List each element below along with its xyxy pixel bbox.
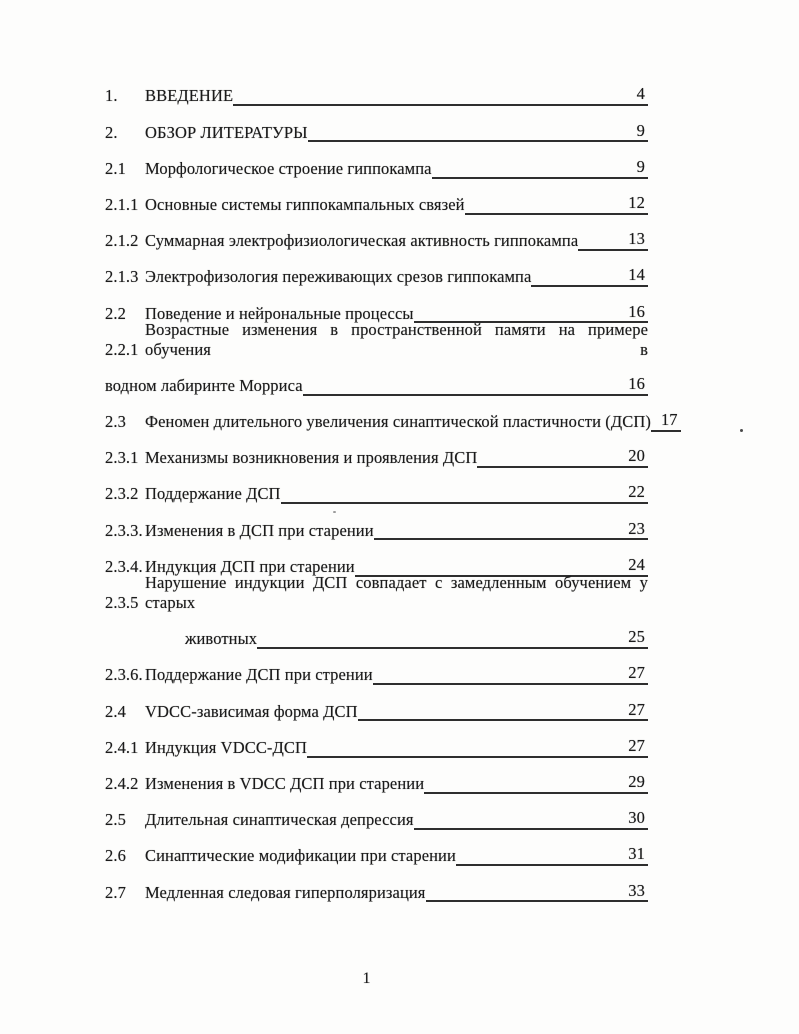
toc-page-number: 27	[622, 736, 648, 758]
toc-page-number: 30	[622, 808, 648, 830]
toc-entry	[105, 758, 648, 794]
toc-entry	[105, 70, 648, 106]
toc-entry	[105, 830, 648, 866]
leader-line	[307, 721, 622, 757]
toc-page-number: 22	[622, 482, 648, 504]
toc-page-number: 13	[622, 229, 648, 251]
toc-entry-title: Поддержание ДСП при стрении	[145, 665, 373, 685]
toc-entry	[105, 319, 648, 359]
toc-entry-number: 2.3.4.	[105, 556, 143, 576]
toc-page-number: 16	[622, 374, 648, 396]
toc-page-number: 24	[622, 555, 648, 577]
toc-entry	[105, 396, 678, 432]
toc-entry-number: 2.3.1	[105, 448, 139, 468]
page-footer-number: 1	[362, 970, 371, 988]
toc-entry	[105, 540, 648, 576]
toc-entry	[105, 106, 648, 142]
toc-entry-number: 2.1	[105, 158, 126, 178]
leader-line	[432, 142, 631, 178]
leader-line	[233, 70, 631, 106]
leader-line	[303, 360, 623, 396]
toc-entry-title: Механизмы возникновения и проявления ДСП	[145, 448, 478, 468]
toc-page-number: 12	[622, 193, 648, 215]
toc-page-number: 4	[631, 84, 648, 106]
toc-entry-number: 2.3.5	[105, 593, 139, 613]
toc-entry-title: Электрофизология переживающих срезов гиппокампа	[145, 267, 532, 287]
toc-entry-title: Морфологическое строение гиппокампа	[145, 158, 432, 178]
toc-entry-number: 2.4.1	[105, 737, 139, 757]
toc-entry	[105, 794, 648, 830]
toc-entry-title: Суммарная электрофизиологическая активность гиппокампа	[145, 231, 579, 251]
toc-entry-continuation	[105, 360, 648, 396]
toc-entry	[105, 215, 648, 251]
toc-entry-number: 2.	[105, 122, 118, 142]
toc-page-number: 16	[622, 302, 648, 324]
scan-speck	[333, 511, 336, 513]
toc-entry	[105, 251, 648, 287]
toc-entry	[105, 866, 648, 902]
toc-entry-title: VDCC-зависимая форма ДСП	[145, 701, 358, 721]
toc-entry-number: 2.3.3.	[105, 520, 143, 540]
toc-entry-title: Медленная следовая гиперполяризация	[145, 882, 426, 902]
toc-entry-title: Феномен длительного увеличения синаптической пластичности (ДСП)	[145, 412, 651, 432]
leader-line	[456, 830, 622, 866]
toc-page-number: 31	[622, 844, 648, 866]
toc-entry-number: 2.3	[105, 412, 126, 432]
toc-entry-number: 2.5	[105, 810, 126, 830]
toc-entry-number: 2.3.2	[105, 484, 139, 504]
leader-line	[465, 179, 623, 215]
toc-entry-number: 2.1.3	[105, 267, 139, 287]
toc-entry-title: ВВЕДЕНИЕ	[145, 86, 234, 106]
toc-entry-title: ОБЗОР ЛИТЕРАТУРЫ	[145, 122, 308, 142]
toc-page-number: 9	[631, 157, 648, 179]
toc-entry-title: животных	[185, 629, 258, 649]
toc-entry-number: 2.1.2	[105, 231, 139, 251]
toc-entry	[105, 685, 648, 721]
toc-entry	[105, 573, 648, 613]
toc-entry-title: Возрастные изменения в пространственной памяти на примере обучения в	[145, 319, 648, 359]
toc-entry-title: Поведение и нейрональные процессы	[145, 303, 414, 323]
toc-entry-title: водном лабиринте Морриса	[105, 375, 303, 395]
leader-line	[414, 287, 623, 323]
toc-entry-title: Изменения в ДСП при старении	[145, 520, 374, 540]
toc-entry-title: Поддержание ДСП	[145, 484, 281, 504]
toc-entry-title: Основные системы гиппокампальных связей	[145, 194, 465, 214]
toc-page-number: 14	[622, 265, 648, 287]
toc-entry-title: Длительная синаптическая депрессия	[145, 810, 414, 830]
toc-page-number: 20	[622, 446, 648, 468]
leader-line	[358, 685, 623, 721]
toc-entry-number: 2.1.1	[105, 194, 139, 214]
toc-list	[105, 70, 678, 902]
toc-entry	[105, 179, 648, 215]
toc-page-number: 27	[622, 663, 648, 685]
toc-entry-number: 2.2.1	[105, 339, 139, 359]
toc-entry	[105, 649, 648, 685]
leader-line	[257, 613, 622, 649]
toc-page-number: 17	[655, 410, 681, 432]
toc-entry-number: 2.7	[105, 882, 126, 902]
toc-entry-number: 2.6	[105, 846, 126, 866]
toc-entry-number: 2.3.6.	[105, 665, 143, 685]
toc-page-number: 33	[622, 881, 648, 903]
toc-entry-title: Изменения в VDCC ДСП при старении	[145, 773, 425, 793]
toc-page-number: 27	[622, 700, 648, 722]
toc-entry	[105, 468, 648, 504]
toc-entry	[105, 504, 648, 540]
toc-entry-number: 2.4.2	[105, 773, 139, 793]
toc-entry-title: Индукция ДСП при старении	[145, 556, 355, 576]
leader-line	[374, 504, 623, 540]
toc-page-number: 9	[631, 121, 648, 143]
leader-line	[281, 468, 623, 504]
toc-page-number: 29	[622, 772, 648, 794]
toc-entry-number: 2.4	[105, 701, 126, 721]
toc-entry-number: 2.2	[105, 303, 126, 323]
toc-entry-title: Синаптические модификации при старении	[145, 846, 456, 866]
toc-page-number: 25	[622, 627, 648, 649]
toc-entry-title: Нарушение индукции ДСП совпадает с замедленным обучением у старых	[145, 573, 648, 613]
toc-entry-number: 1.	[105, 86, 118, 106]
toc-entry-title: Индукция VDCC-ДСП	[145, 737, 307, 757]
toc-entry	[105, 142, 648, 178]
toc-page-number: 23	[622, 519, 648, 541]
toc-entry	[105, 287, 648, 323]
toc-entry	[105, 721, 648, 757]
leader-line	[531, 251, 622, 287]
leader-line	[373, 649, 623, 685]
toc-entry-continuation	[105, 613, 648, 649]
leader-line	[414, 794, 623, 830]
leader-line	[477, 432, 622, 468]
leader-line	[308, 106, 631, 142]
leader-line	[424, 758, 622, 794]
leader-line	[355, 540, 623, 576]
scan-speck	[740, 429, 743, 432]
leader-line	[426, 866, 623, 902]
leader-line	[578, 215, 622, 251]
toc-entry	[105, 432, 648, 468]
